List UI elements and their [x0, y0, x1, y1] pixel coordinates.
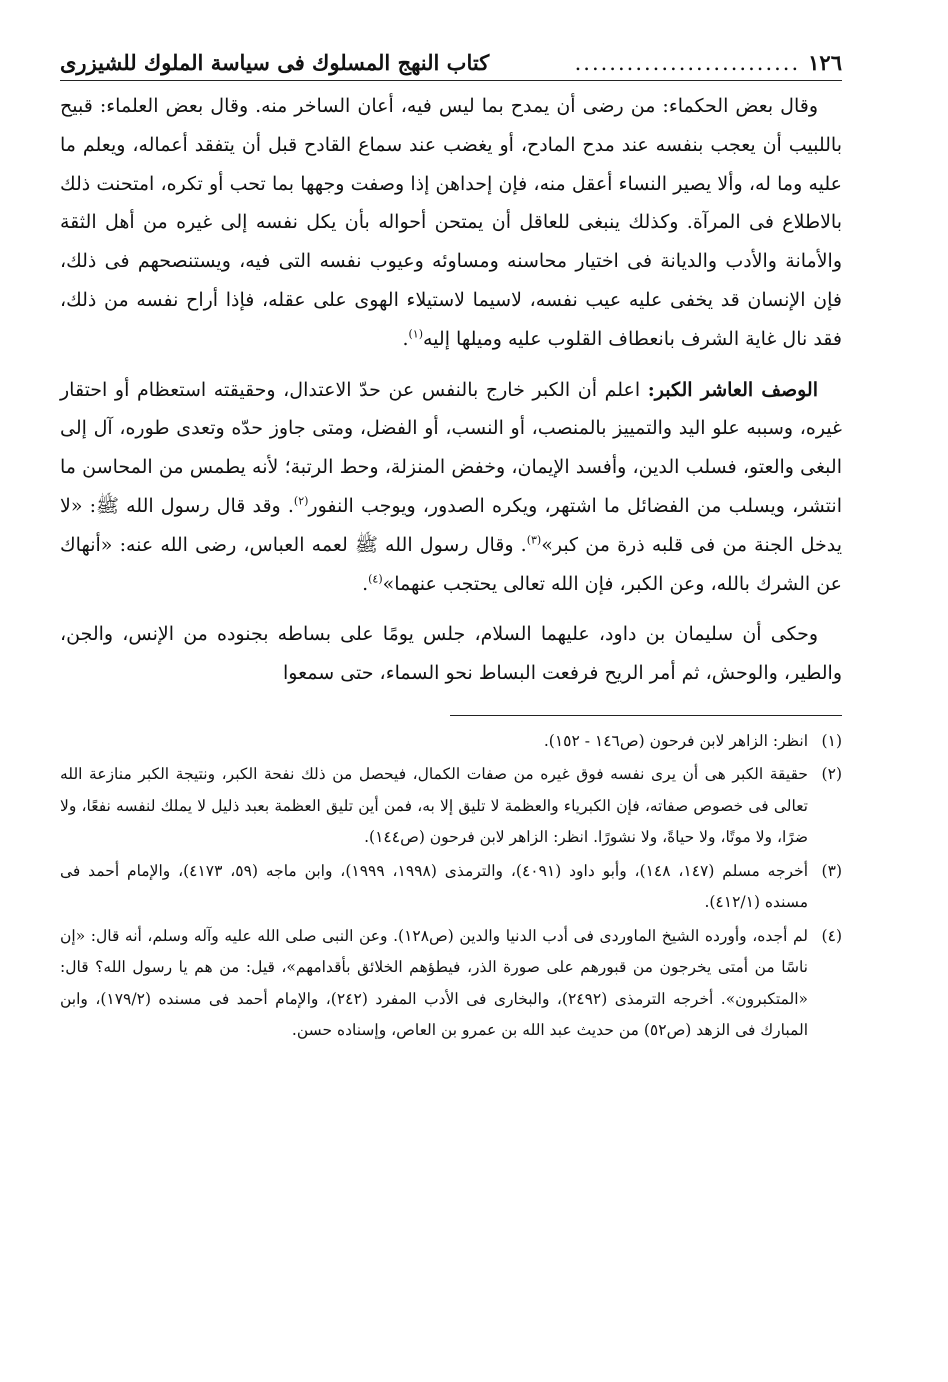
paragraph-1-text: وقال بعض الحكماء: من رضى أن يمدح بما ليس فيه، أعان الساخر منه. وقال بعض العلماء: قبيح باللبيب أن يعجب بنفسه عند مدح المادح، أو يغضب عند سماع القادح قبل أن يتفقد أعماله، ويعلم ما عليه وما له، وألا يصير النساء أعقل منه، فإن إحداهن إذا وصفت وجهها بما تحب أو تكره، امتحنت ذلك بالاطلاع فى المرآة. وكذلك ينبغى للعاقل أن يمتحن أحواله بأن يكل نفسه إلى غيره من أهل الثقة والأمانة والأدب والديانة فى اختيار محاسنه ومساوئه وعيوب نفسه التى فيه، ويستنصحهم فى ذلك، فإن الإنسان قد يخفى عليه عيب نفسه، لاسيما لاستيلاء الهوى على عقله، فإذا أراح نفسه من ذلك، فقد نال غاية الشرف بانعطاف القلوب عليه وميلها إليه: [60, 95, 842, 350]
paragraph-1: [60, 87, 842, 359]
paragraph-2-text-b: . وقد قال رسول الله ﷺ: «لا يدخل الجنة من فى قلبه ذرة من كبر»: [60, 494, 842, 556]
footnote-ref-1: (١): [408, 327, 423, 341]
footnote-2: [60, 759, 842, 854]
footnote-ref-4: (٤): [368, 572, 383, 586]
paragraph-2: [60, 371, 842, 604]
footnote-ref-2: (٢): [293, 494, 309, 508]
paragraph-3-text: وحكى أن سليمان بن داود، عليهما السلام، جلس يومًا على بساطه بجنوده من الإنس، والجن، والطير، والوحش، ثم أمر الريح فرفعت البساط نحو السماء، حتى سمعوا: [60, 623, 842, 685]
footnote-text: انظر: الزاهر لابن فرحون (ص١٤٦ - ١٥٢).: [543, 731, 808, 750]
paragraph-2-text-c: . وقال رسول الله ﷺ لعمه العباس، رضى الله عنه: «أنهاك عن الشرك بالله، وعن الكبر، فإن الله تعالى يحتجب عنهما»: [60, 533, 842, 595]
footnote-text: أخرجه مسلم (١٤٧، ١٤٨)، وأبو داود (٤٠٩١)، والترمذى (١٩٩٨، ١٩٩٩)، وابن ماجه (٥٩، ٤١٧٣)، والإمام أحمد فى مسنده (٤١٢/١).: [60, 861, 809, 912]
footnote-number: (٢): [821, 765, 842, 784]
header-dots: ..........................: [574, 51, 801, 75]
book-page: [60, 46, 842, 1346]
main-text: [60, 87, 842, 693]
footnote-number: (٤): [821, 926, 842, 945]
page-number: ١٢٦: [808, 50, 842, 75]
footnote-separator: [450, 715, 842, 716]
paragraph-3: [60, 615, 842, 693]
footnotes: [60, 726, 842, 1047]
page-header: [60, 46, 842, 81]
running-title: كتاب النهج المسلوك فى سياسة الملوك للشيزرى: [60, 50, 490, 75]
footnote-ref-3: (٣): [526, 533, 542, 547]
footnote-text: حقيقة الكبر هى أن يرى نفسه فوق غيره من صفات الكمال، فيحصل من ذلك نفحة الكبر، ونتيجة الكبر منازعة الله تعالى فى خصوص صفاته، فإن الكبرياء والعظمة لا تليق إلا به، فمن أين تليق العظمة بعبد ذليل لا يملك لنفسه نفعًا، ولا ضرًا، ولا موتًا، ولا حياةً، ولا نشورًا. انظر: الزاهر لابن فرحون (ص١٤٤).: [60, 765, 808, 847]
footnote-1: [60, 726, 842, 758]
section-heading: الوصف العاشر الكبر:: [647, 378, 818, 401]
paragraph-2-end: .: [362, 572, 369, 595]
paragraph-1-end: .: [402, 327, 409, 350]
paragraph-2-text-a: اعلم أن الكبر خارج بالنفس عن حدّ الاعتدال، وحقيقته استعظام أو احتقار غيره، وسببه علو اليد والتمييز بالمنصب، أو النسب، أو الفضل، ومتى جاوز حدّه وتعدى طوره، آل إلى البغى والعتو، فسلب الدين، وأفسد الإيمان، وخفض المنزلة، وحط الرتبة؛ لأنه يطمس من المحاسن ما انتشر، ويسلب من الفضائل ما اشتهر، ويكره الصدور، ويوجب النفور: [60, 378, 842, 517]
footnote-number: (١): [821, 731, 842, 750]
footnote-3: [60, 856, 842, 919]
footnote-number: (٣): [821, 861, 842, 880]
footnote-4: [60, 921, 842, 1047]
footnote-text: لم أجده، وأورده الشيخ الماوردى فى أدب الدنيا والدين (ص١٢٨). وعن النبى صلى الله عليه وآله وسلم، أنه قال: «إن ناسًا من أمتى يخرجون من قبورهم على صورة الذر، فيطؤهم الخلائق بأقدامهم»، قيل: من هم يا رسول الله؟ قال: «المتكبرون». أخرجه الترمذى (٢٤٩٢)، والبخارى فى الأدب المفرد (٢٤٢)، والإمام أحمد فى مسنده (١٧٩/٢)، وابن المبارك فى الزهد (ص٥٢) من حديث عبد الله بن عمرو بن العاص، وإسناده حسن.: [60, 926, 808, 1040]
